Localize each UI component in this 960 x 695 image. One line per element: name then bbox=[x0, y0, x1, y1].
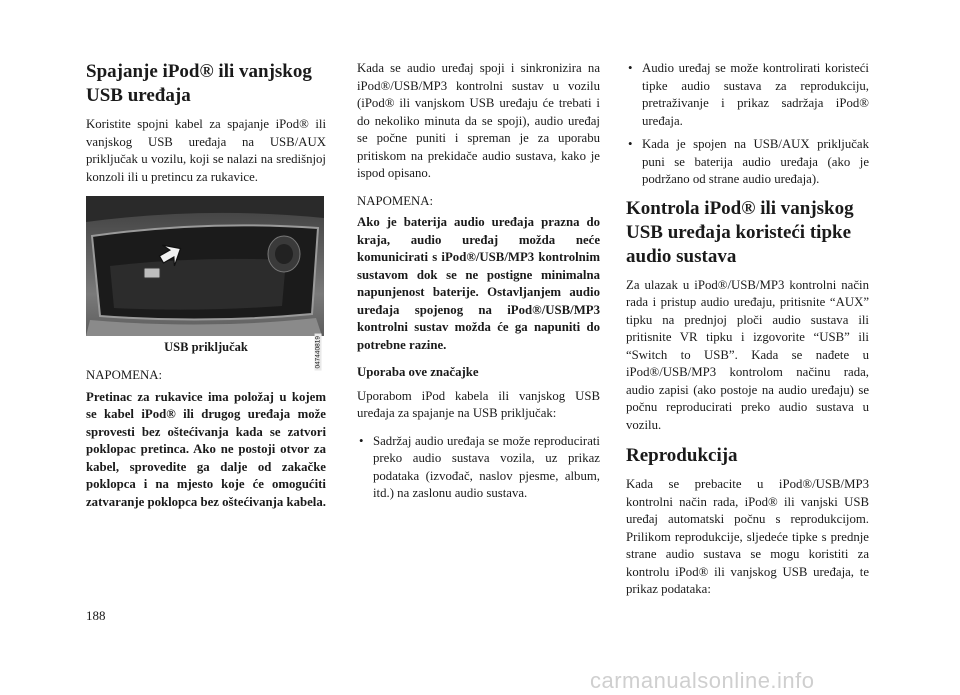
usage-paragraph: Uporabom iPod kabela ili vanjskog USB uređaja za spajanje na USB priključak: bbox=[357, 388, 600, 420]
figure-caption: USB priključak bbox=[164, 340, 248, 354]
section-heading-playback: Reprodukcija bbox=[626, 445, 738, 466]
section-heading-control: Kontrola iPod® ili vanjskog USB uređaja koristeći tipke audio sustava bbox=[626, 197, 854, 267]
usage-bullets bbox=[357, 433, 600, 503]
playback-paragraph: Kada se prebacite u iPod®/USB/MP3 kontrolni način rada, iPod® ili vanjski USB uređaj automatski počnu s reprodukcijom. Prilikom reprodukcije, sljedeće tipke s prednje strane audio sustava se mogu koristiti za kontrolu iPod® ili vanjskog USB uređaja, te prikaz podataka: bbox=[626, 477, 869, 596]
feature-subheading: Uporaba ove značajke bbox=[357, 365, 479, 379]
list-item: • Audio uređaj se može kontrolirati koristeći tipke audio sustava za reprodukciju, pretraživanje i prikaz sadržaja iPod® uređaja. bbox=[626, 60, 869, 130]
sync-paragraph: Kada se audio uređaj spoji i sinkronizira na iPod®/USB/MP3 kontrolni sustav u vozilu (iPod® ili vanjskom USB uređaju će trebati i do nekoliko minuta da se spoji), audio uređaj se počne puniti i spreman je za uporabu pritiskom na prekidače audio sustava, kako je ispod opisano. bbox=[357, 61, 600, 180]
section-heading-connect: Spajanje iPod® ili vanjskog USB uređaja bbox=[86, 61, 312, 106]
watermark: carmanualsonline.info bbox=[590, 668, 815, 693]
glovebox-illustration bbox=[86, 196, 324, 336]
intro-paragraph: Koristite spojni kabel za spajanje iPod® ili vanjskog USB uređaja na USB/AUX priključak u vozilu, koji se nalazi na središnjoj konzoli ili u pretincu za rukavice. bbox=[86, 117, 326, 184]
left-column bbox=[86, 60, 326, 521]
list-item: • Kada je spojen na USB/AUX priključak puni se baterija audio uređaja (ako je podržano od strane audio uređaja). bbox=[626, 136, 869, 189]
figure-id: 047440819 bbox=[315, 336, 322, 369]
middle-column bbox=[357, 60, 600, 511]
page-number: 188 bbox=[86, 608, 106, 623]
note-label-2: NAPOMENA: bbox=[357, 193, 434, 208]
feature-bullets bbox=[626, 60, 869, 189]
note-text: Pretinac za rukavice ima položaj u kojem se kabel iPod® ili drugog uređaja može sprovesti bez oštećivanja kada se zatvori poklopac pretinca. Ako ne postoji otvor za kabel, sprovedite ga dalje od zakačke poklopca i na mjesto koje će omogućiti zatvaranje poklopca bez oštećivanja kabela. bbox=[86, 389, 326, 509]
control-paragraph: Za ulazak u iPod®/USB/MP3 kontrolni način rada i pristup audio uređaju, pritisnite “AUX” tipku na prednjoj ploči audio sustava ili pritisnite VR tipku i izgovorite “USB” ili “Switch to USB”. Kada se nađete u iPod®/USB/MP3 kontrolom načinu rada, audio zapisi (ako postoje na audio uređaju) se počnu reproducirati preko audio sustava u vozilu. bbox=[626, 277, 869, 432]
note-label: NAPOMENA: bbox=[86, 368, 163, 382]
list-item: • Sadržaj audio uređaja se može reproducirati preko audio sustava vozila, uz prikaz podataka (izvođač, naslov pjesme, album, itd.) na zaslonu audio sustava. bbox=[357, 433, 600, 503]
battery-note-text: Ako je baterija audio uređaja prazna do kraja, audio uređaj možda neće komunicirati s iPod®/USB/MP3 kontrolnim sustavom dok se ne postigne minimalna napunjenost baterije. Ostavljanjem audio uređaja spojenog na iPod®/USB/MP3 kontrolni sustav možda će ga napuniti do potrebne razine. bbox=[357, 215, 600, 352]
right-column bbox=[626, 60, 869, 609]
